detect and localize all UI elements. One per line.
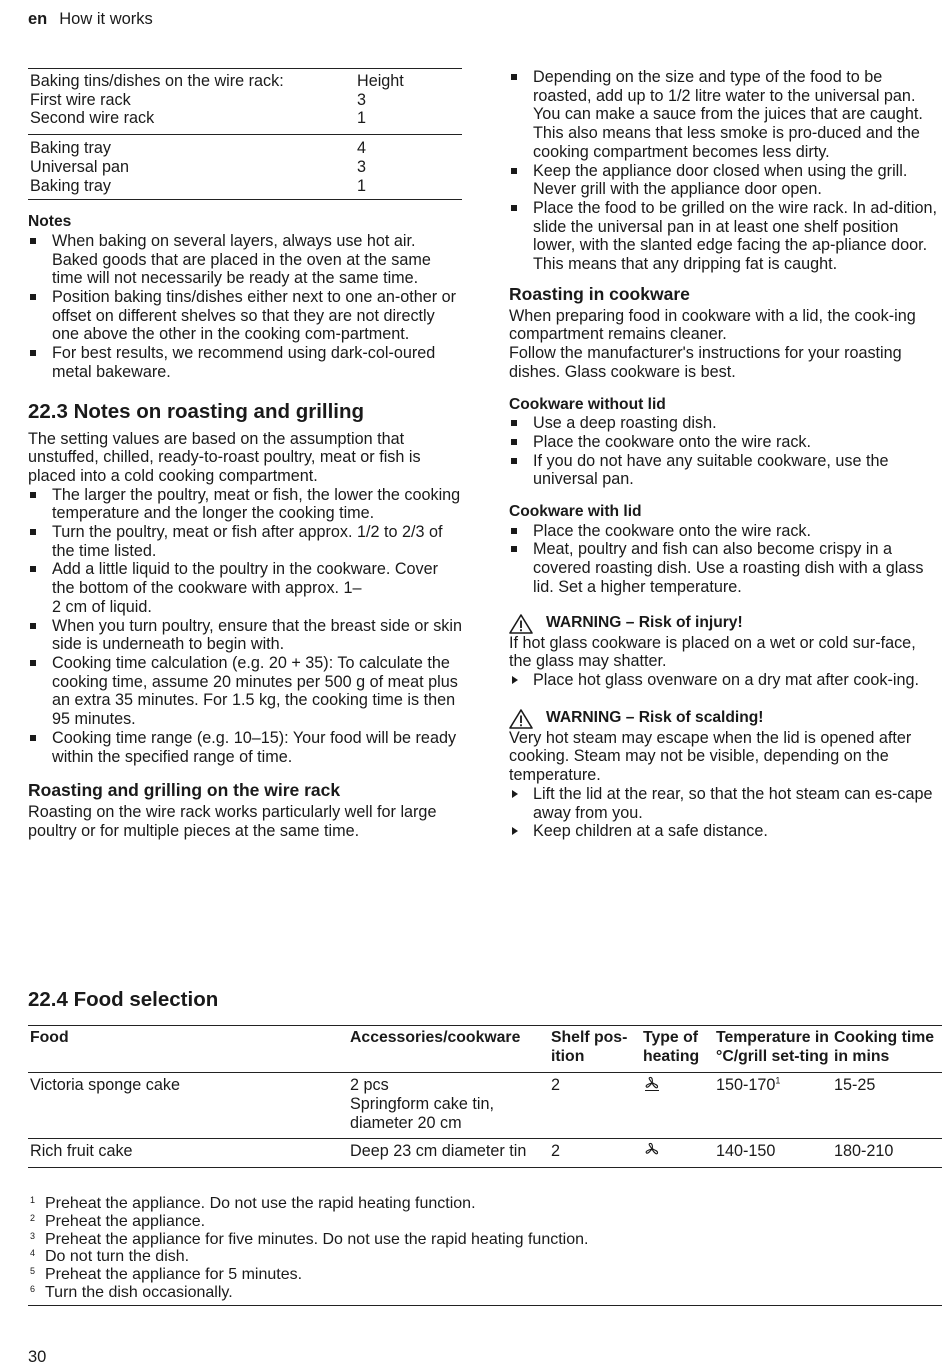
warning-injury-actions bbox=[509, 671, 939, 690]
table-row bbox=[28, 177, 462, 200]
list-item: If you do not have any suitable cookware, use the universal pan. bbox=[509, 452, 939, 489]
footnote-number: 3 bbox=[30, 1230, 36, 1241]
left-column bbox=[28, 68, 462, 841]
shelf-cell: 2 bbox=[549, 1073, 641, 1138]
section-22-3-title: 22.3 Notes on roasting and grilling bbox=[28, 399, 365, 423]
footnote-ref: 1 bbox=[775, 1076, 781, 1087]
page-header bbox=[28, 10, 153, 29]
table-cell: Second wire rack bbox=[30, 109, 155, 128]
footnote-number: 1 bbox=[30, 1195, 36, 1205]
header-section: How it works bbox=[59, 10, 153, 28]
list-item: Place hot glass ovenware on a dry mat after cook-ing. bbox=[509, 671, 939, 690]
warning-triangle-icon bbox=[509, 614, 533, 634]
shelf-height-table bbox=[28, 68, 462, 200]
list-item: The larger the poultry, meat or fish, the lower the cooking temperature and the longer the cooking time. bbox=[28, 486, 462, 523]
footnote-number: 2 bbox=[30, 1212, 36, 1223]
temperature-value: 140-150 bbox=[716, 1141, 776, 1160]
list-item: Meat, poultry and fish can also become crispy in a covered roasting dish. Use a roasting dish with a glass lid. Set a higher temperature. bbox=[509, 540, 939, 596]
list-item: Cooking time calculation (e.g. 20 + 35): To calculate the cooking time, assume 20 minutes per 500 g of meat plus an extra 35 minutes. For 1.5 kg, the cooking time is then 95 minutes. bbox=[28, 654, 462, 729]
warning-scalding-actions bbox=[509, 785, 939, 841]
table-cell: 3 bbox=[357, 90, 367, 109]
warning-injury-text: If hot glass cookware is placed on a wet or cold sur-face, the glass may shatter. bbox=[509, 633, 916, 671]
footnote-number: 5 bbox=[30, 1266, 36, 1277]
list-item: Lift the lid at the rear, so that the hot steam can es-cape away from you. bbox=[509, 785, 939, 822]
list-item: Place the food to be grilled on the wire rack. In ad-dition, slide the universal pan in at least one shelf position lower, with the slanted edge facing the ap-pliance door. This means that any dripping fat is caught. bbox=[509, 199, 939, 274]
table-row bbox=[28, 69, 462, 91]
table-cell: 1 bbox=[357, 176, 367, 195]
header-accessories: Accessories/cookware bbox=[348, 1026, 549, 1073]
roasting-notes-list bbox=[28, 486, 462, 767]
right-column bbox=[509, 68, 939, 841]
table-header-row bbox=[28, 1026, 942, 1073]
footnote bbox=[28, 1231, 942, 1249]
cookware-heading: Roasting in cookware bbox=[509, 283, 690, 304]
hot-air-fan-icon bbox=[643, 1076, 661, 1092]
shelf-cell: 2 bbox=[549, 1138, 641, 1168]
warning-injury-title: WARNING – Risk of injury! bbox=[546, 614, 743, 632]
footnote-text: Preheat the appliance. Do not use the rapid heating function. bbox=[45, 1195, 476, 1212]
footnote bbox=[28, 1266, 942, 1284]
table-cell: Baking tray bbox=[28, 135, 355, 158]
table-cell: Height bbox=[357, 72, 404, 90]
header-food: Food bbox=[28, 1026, 348, 1073]
section-22-4-title: 22.4 Food selection bbox=[28, 988, 219, 1011]
heating-cell bbox=[641, 1073, 714, 1138]
list-item: Position baking tins/dishes either next to one an-other or offset on different shelves so that they are not directly one above the other in the cooking com-partment. bbox=[28, 288, 462, 344]
table-row bbox=[28, 1073, 942, 1138]
table-cell: Baking tray bbox=[30, 176, 111, 195]
footnote bbox=[28, 1248, 942, 1266]
list-item: Place the cookware onto the wire rack. bbox=[509, 433, 939, 452]
list-item: For best results, we recommend using dark-col-oured metal bakeware. bbox=[28, 344, 462, 381]
footnote-number: 6 bbox=[30, 1283, 36, 1294]
cookware-text: When preparing food in cookware with a lid, the cook-ing compartment remains cleaner. Follow the manufacturer's instructions for your roasting dishes. Glass cookware is best. bbox=[509, 306, 916, 381]
footnote-text: Turn the dish occasionally. bbox=[45, 1283, 233, 1301]
notes-list bbox=[28, 232, 462, 382]
table-row bbox=[28, 91, 462, 110]
list-item: Keep children at a safe distance. bbox=[509, 822, 939, 841]
page-number: 30 bbox=[28, 1348, 47, 1366]
footnote-text: Do not turn the dish. bbox=[45, 1248, 190, 1266]
footnote-text: Preheat the appliance for five minutes. Do not use the rapid heating function. bbox=[45, 1230, 589, 1248]
food-selection-table bbox=[28, 1025, 942, 1168]
table-row bbox=[28, 135, 462, 158]
list-item: Use a deep roasting dish. bbox=[509, 414, 939, 433]
list-item: Place the cookware onto the wire rack. bbox=[509, 522, 939, 541]
table-cell: Baking tins/dishes on the wire rack: bbox=[30, 72, 284, 90]
header-temperature: Temperature in °C/grill set-ting bbox=[714, 1026, 832, 1073]
table-cell: Universal pan bbox=[30, 157, 129, 176]
header-cooking-time: Cooking time in mins bbox=[832, 1026, 942, 1073]
list-item: When baking on several layers, always use hot air. Baked goods that are placed in the oven at the same time will not necessarily be ready at the same time. bbox=[28, 232, 462, 288]
time-cell: 180-210 bbox=[832, 1138, 942, 1168]
section-22-3-intro: The setting values are based on the assumption that unstuffed, chilled, ready-to-roast poultry, meat or fish is placed into a cold cooking compartment. bbox=[28, 429, 421, 485]
warning-scalding-text: Very hot steam may escape when the lid is opened after cooking. Steam may not be visible, depending on the temperature. bbox=[509, 728, 912, 785]
warning-triangle-icon bbox=[509, 709, 533, 729]
temperature-value: 150-170 bbox=[716, 1076, 776, 1095]
footnote-text: Preheat the appliance. bbox=[45, 1212, 206, 1230]
hot-air-gentle-fan-icon bbox=[643, 1142, 661, 1158]
footnote-number: 4 bbox=[30, 1248, 36, 1259]
list-item: Depending on the size and type of the food to be roasted, add up to 1/2 litre water to the universal pan. You can make a sauce from the juices that are caught. This also means that less smoke is pro-duced and the cooking compartment becomes less dirty. bbox=[509, 68, 939, 162]
list-item: Keep the appliance door closed when using the grill. Never grill with the appliance door open. bbox=[509, 162, 939, 199]
temperature-cell bbox=[714, 1138, 832, 1168]
list-item: Turn the poultry, meat or fish after approx. 1/2 to 2/3 of the time listed. bbox=[28, 523, 462, 560]
footnote-text: Preheat the appliance for 5 minutes. bbox=[45, 1266, 303, 1284]
table-cell: First wire rack bbox=[30, 90, 131, 109]
footnote bbox=[28, 1213, 942, 1231]
notes-heading: Notes bbox=[28, 213, 72, 231]
without-lid-heading: Cookware without lid bbox=[509, 395, 666, 413]
table-footnotes bbox=[28, 1195, 942, 1306]
accessories-cell: 2 pcs Springform cake tin, diameter 20 cm bbox=[348, 1073, 549, 1138]
list-item: Cooking time range (e.g. 10–15): Your food will be ready within the specified range of time. bbox=[28, 729, 462, 766]
table-row bbox=[28, 109, 462, 134]
wire-rack-text: Roasting on the wire rack works particularly well for large poultry or for multiple pieces at the same time. bbox=[28, 803, 437, 840]
accessories-cell: Deep 23 cm diameter tin bbox=[348, 1138, 549, 1168]
table-cell: 3 bbox=[357, 157, 367, 176]
food-cell: Victoria sponge cake bbox=[28, 1073, 348, 1138]
heating-cell bbox=[641, 1138, 714, 1168]
footnote bbox=[28, 1195, 942, 1213]
temperature-cell bbox=[714, 1073, 832, 1138]
warning-scalding-heading bbox=[509, 709, 939, 729]
table-row bbox=[28, 158, 462, 177]
food-cell: Rich fruit cake bbox=[28, 1138, 348, 1168]
table-row bbox=[28, 1138, 942, 1168]
with-lid-list bbox=[509, 522, 939, 597]
warning-scalding-title: WARNING – Risk of scalding! bbox=[546, 709, 764, 727]
warning-injury-heading bbox=[509, 614, 939, 634]
roasting-tips-list bbox=[509, 68, 939, 274]
table-cell: 1 bbox=[357, 109, 367, 128]
footnote bbox=[28, 1284, 942, 1302]
time-cell: 15-25 bbox=[832, 1073, 942, 1138]
with-lid-heading: Cookware with lid bbox=[509, 503, 642, 521]
language-code: en bbox=[28, 10, 48, 28]
header-shelf-position: Shelf pos-ition bbox=[549, 1026, 641, 1073]
list-item: When you turn poultry, ensure that the breast side or skin side is underneath to begin with. bbox=[28, 617, 462, 654]
header-type-of-heating: Type of heating bbox=[641, 1026, 714, 1073]
list-item: Add a little liquid to the poultry in the cookware. Cover the bottom of the cookware with approx. 1– 2 cm of liquid. bbox=[28, 560, 462, 616]
table-cell: 4 bbox=[355, 135, 462, 158]
without-lid-list bbox=[509, 414, 939, 489]
wire-rack-heading: Roasting and grilling on the wire rack bbox=[28, 780, 341, 801]
